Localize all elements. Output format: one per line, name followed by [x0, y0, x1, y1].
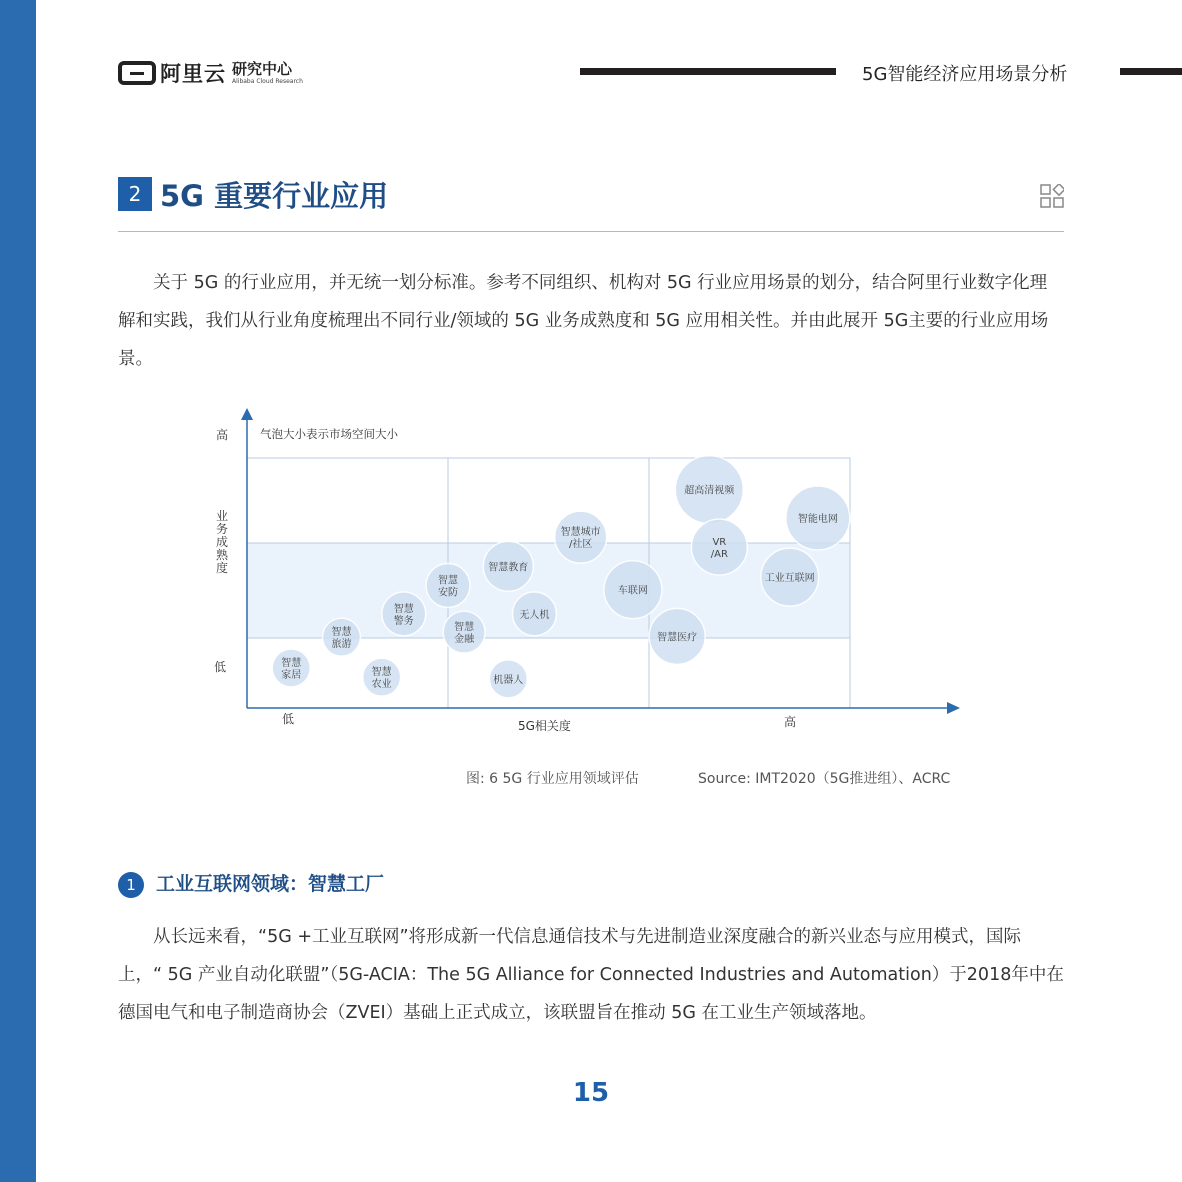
x-axis-title: 5G相关度 [518, 719, 571, 733]
side-bar [0, 0, 36, 1182]
bubble-label-line: 智慧 [331, 627, 352, 639]
bubble [555, 511, 607, 563]
bubble-label [519, 608, 549, 621]
logo-subtitle-cn: 研究中心 [232, 59, 293, 78]
figure-source: Source: IMT2020（5G推进组）、ACRC [698, 771, 951, 787]
y-low-label: 低 [214, 660, 227, 674]
bubble [786, 486, 850, 550]
bubble-label-line: 无人机 [519, 609, 550, 621]
x-axis-arrow [947, 702, 960, 714]
bubble-label-line: 智慧医疗 [657, 632, 698, 644]
bubble-label-line: /社区 [568, 539, 593, 551]
bubble-label [438, 574, 458, 599]
y-high-label: 高 [216, 428, 229, 442]
subsection-title: 工业互联网领域：智慧工厂 [156, 873, 385, 895]
logo-name: 阿里云 [160, 62, 226, 86]
bubble-label [711, 537, 728, 560]
bubble-label [798, 512, 838, 525]
subsection-number: 1 [118, 872, 144, 898]
bubble-label-line: 智慧 [281, 658, 302, 669]
bubble-label-line: 智慧教育 [488, 562, 529, 574]
bubble-label-line: 安防 [438, 587, 458, 599]
bubble-label [331, 625, 351, 650]
bubble-chart [200, 400, 990, 745]
bubble-label-line: 金融 [454, 634, 475, 646]
bubble-label [493, 673, 523, 686]
bubble [489, 660, 527, 698]
intro-paragraph: 关于 5G 的行业应用，并无统一划分标准。参考不同组织、机构对 5G 行业应用场景的划分，结合阿里行业数字化理解和实践，我们从行业角度梳理出不同行业/领域的 5G 业务成熟度和 5G 应用相关性。并由此展开 5G主要的行业应用场景。 [118, 273, 1049, 369]
section-number: 2 [118, 177, 152, 211]
bubble-label [394, 602, 414, 627]
page-number: 15 [572, 1078, 610, 1108]
bubble-label-line: 智慧 [438, 575, 458, 587]
bubble [426, 564, 470, 608]
y-axis-title-char: 业 [215, 509, 229, 523]
bubble [675, 456, 743, 524]
bubble-label-line: 智慧 [454, 622, 475, 634]
bubble-label-line: VR [712, 537, 727, 549]
bubble-label [372, 665, 392, 690]
bubble [443, 611, 485, 653]
bubble-label-line: 智慧 [393, 603, 414, 615]
document-title: 5G智能经济应用场景分析 [862, 64, 1068, 85]
y-axis-title [216, 509, 229, 575]
figure-caption: 图: 6 5G 行业应用领域评估 [466, 771, 639, 787]
y-axis-title-char: 度 [215, 561, 229, 575]
bubble-label-line: 农业 [371, 679, 392, 691]
logo [118, 58, 303, 88]
bubble [363, 658, 401, 696]
bubble-label-line: 家居 [281, 670, 302, 681]
x-low-label: 低 [282, 712, 295, 726]
bubble-label [281, 656, 301, 681]
y-axis-title-char: 务 [215, 522, 229, 536]
bubble-label-line: 智慧城市 [560, 527, 601, 539]
bubble [691, 519, 747, 575]
bubble-label-line: 旅游 [331, 639, 352, 651]
bubble-label-line: /AR [710, 549, 728, 561]
bubble-label-line: 超高清视频 [684, 485, 735, 497]
logo-subtitle [232, 59, 303, 85]
y-axis-title-char: 熟 [215, 548, 229, 562]
bubble-label-line: 车联网 [617, 585, 648, 597]
bubble-label-line: 机器人 [493, 674, 524, 686]
bubble-note: 气泡大小表示市场空间大小 [260, 427, 398, 441]
bubble [761, 548, 819, 606]
bubble-label [684, 484, 735, 497]
header-rule-left [580, 68, 836, 75]
y-axis-arrow [241, 408, 253, 420]
y-axis-title-char: 成 [215, 535, 229, 549]
bubble [382, 592, 426, 636]
bubble-label-line: 警务 [393, 615, 414, 627]
bubble-label [454, 620, 475, 645]
logo-subtitle-en: Alibaba Cloud Research [232, 77, 303, 85]
bubble-label-line: 智慧 [371, 667, 392, 679]
bubble-label [618, 585, 648, 597]
bubble [322, 618, 360, 656]
bubble-label-line: 智能电网 [797, 514, 838, 525]
bubble [604, 561, 662, 619]
bubble [512, 592, 556, 636]
bubble [483, 541, 533, 591]
bubble [649, 608, 705, 664]
section-divider [118, 231, 1064, 232]
grid-icon [1040, 184, 1064, 208]
x-high-label: 高 [784, 715, 797, 729]
bubble-label [765, 571, 815, 584]
bubble-label [488, 560, 528, 573]
logo-icon [118, 61, 156, 85]
subsection-paragraph: 从长远来看，“5G +工业互联网”将形成新一代信息通信技术与先进制造业深度融合的新兴业态与应用模式，国际上，“ 5G 产业自动化联盟”（5G-ACIA：The 5G Alliance for Connected Industries and Automation）于2018年中在德国电气和电子制造商协会（ZVEI）基础上正式成立，该联盟旨在推动 5G 在工业生产领域落地。 [118, 927, 1064, 1023]
header-rule-right [1120, 68, 1182, 75]
bubble-label [657, 630, 697, 643]
bubble [272, 649, 310, 687]
section-title: 5G 重要行业应用 [160, 179, 389, 213]
bubble-label-line: 工业互联网 [764, 573, 815, 585]
